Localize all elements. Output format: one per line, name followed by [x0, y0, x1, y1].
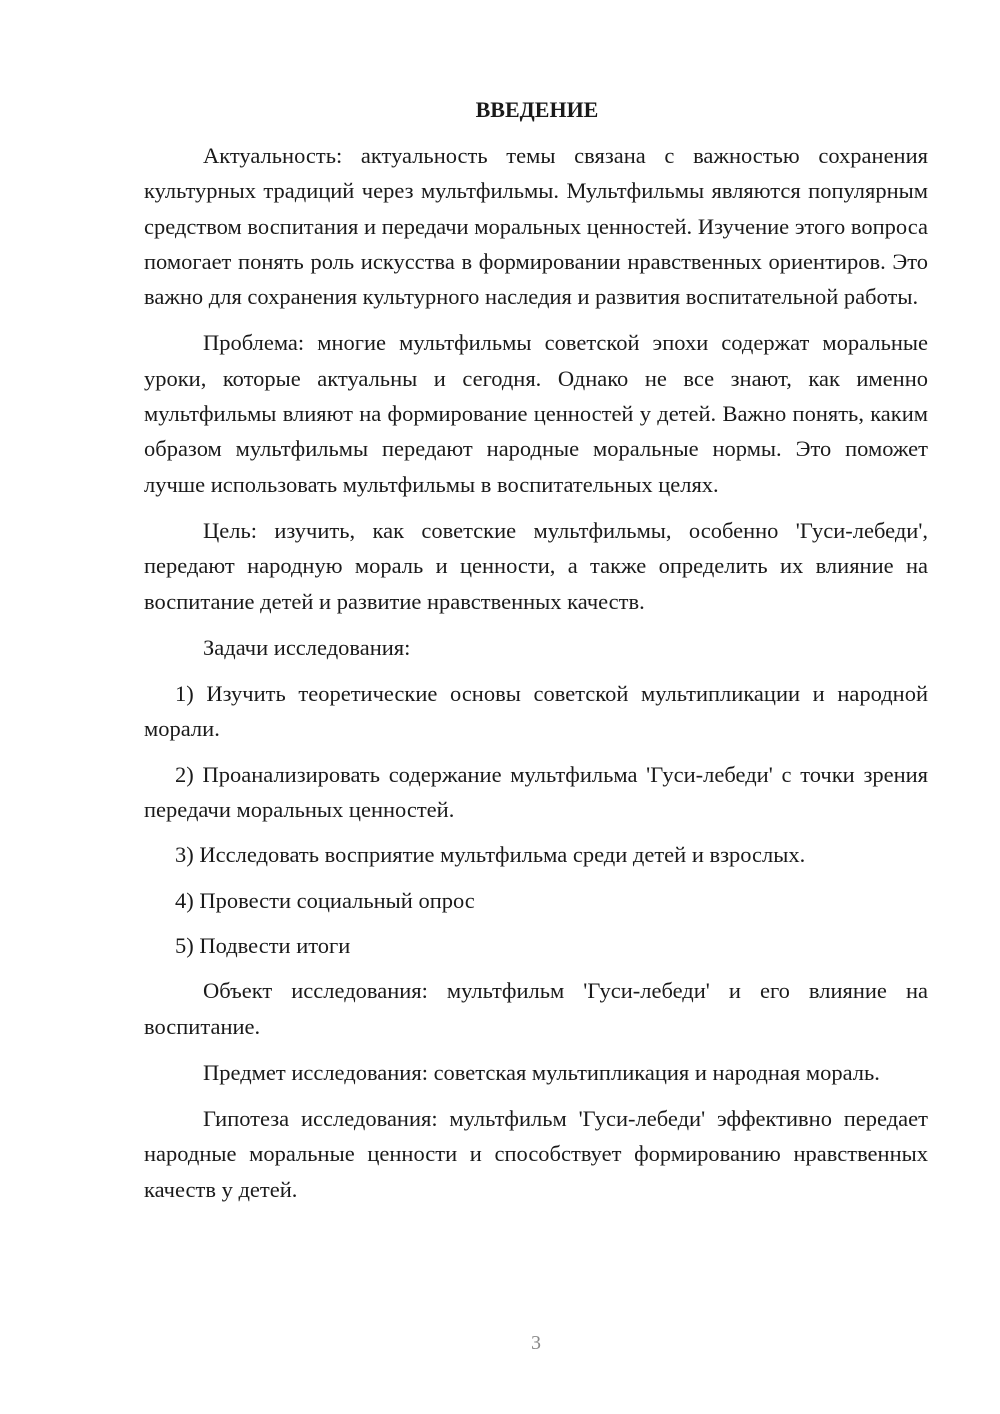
list-item: 3) Исследовать восприятие мультфильма среди детей и взрослых.: [175, 842, 806, 868]
hypothesis-paragraph: Гипотеза исследования: мультфильм 'Гуси-лебеди' эффективно передает народные моральные ценности и способствует формированию нравственных качеств у детей.: [144, 1106, 928, 1202]
list-item: 1) Изучить теоретические основы советской мультипликации и народной морали.: [144, 681, 928, 742]
list-item: 4) Провести социальный опрос: [175, 887, 475, 913]
page-title: ВВЕДЕНИЕ: [475, 97, 599, 122]
problem-paragraph: Проблема: многие мультфильмы советской эпохи содержат моральные уроки, которые актуальны и сегодня. Однако не все знают, как именно мультфильмы влияют на формирование ценностей у детей. Важно понять, каким образом мультфильмы передают народные моральные нормы. Это поможет лучше использовать мультфильмы в воспитательных целях.: [144, 330, 928, 497]
list-item: 5) Подвести итоги: [175, 932, 351, 958]
list-item: 2) Проанализировать содержание мультфильма 'Гуси-лебеди' с точки зрения передачи моральных ценностей.: [144, 761, 928, 823]
goal-paragraph: Цель: изучить, как советские мультфильмы, особенно 'Гуси-лебеди', передают народную мораль и ценности, а также определить их влияние на воспитание детей и развитие нравственных качеств.: [144, 517, 928, 614]
object-paragraph: Объект исследования: мультфильм 'Гуси-лебеди' и его влияние на воспитание.: [144, 978, 928, 1039]
document-page: [144, 92, 928, 1218]
page-number: 3: [531, 1332, 541, 1354]
subject-paragraph: Предмет исследования: советская мультипликация и народная мораль.: [203, 1059, 880, 1085]
relevance-paragraph: Актуальность: актуальность темы связана с важностью сохранения культурных традиций через мультфильмы. Мультфильмы являются популярным средством воспитания и передачи моральных ценностей. Изучение этого вопроса помогает понять роль искусства в формировании нравственных ориентиров. Это важно для сохранения культурного наследия и развития воспитательной работы.: [144, 143, 928, 310]
tasks-list: [144, 676, 928, 963]
tasks-heading: Задачи исследования:: [203, 634, 411, 660]
